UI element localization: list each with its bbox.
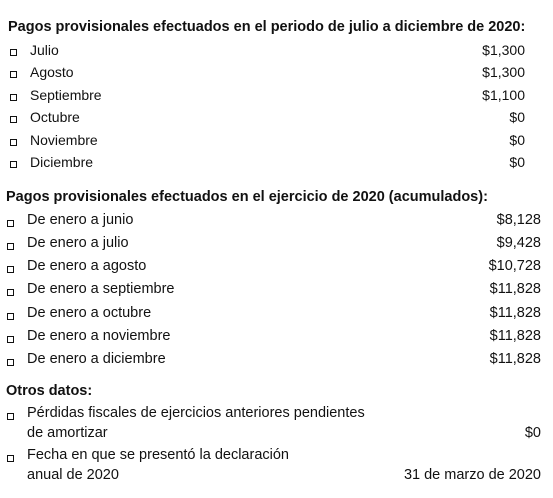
month-label: Noviembre (30, 132, 98, 148)
square-bullet-icon (10, 94, 17, 101)
square-bullet-icon (7, 313, 14, 320)
month-label: Julio (30, 42, 59, 58)
amount-value: $0 (524, 425, 541, 441)
list-item (0, 87, 553, 107)
square-bullet-icon (7, 455, 14, 462)
amount-value: $1,300 (482, 42, 525, 58)
list-item (0, 109, 553, 129)
square-bullet-icon (10, 161, 17, 168)
period-label: De enero a octubre (27, 305, 152, 321)
square-bullet-icon (7, 359, 14, 366)
list-item (0, 258, 553, 278)
list-item (0, 328, 553, 348)
period-label: De enero a junio (27, 212, 134, 228)
square-bullet-icon (7, 289, 14, 296)
square-bullet-icon (10, 116, 17, 123)
amount-value: $0 (509, 109, 525, 125)
month-label: Agosto (30, 64, 74, 80)
square-bullet-icon (7, 336, 14, 343)
amount-value: $8,128 (496, 212, 541, 228)
list-item (0, 132, 553, 152)
square-bullet-icon (7, 243, 14, 250)
period-label: De enero a diciembre (27, 351, 166, 367)
period-label: De enero a noviembre (27, 328, 171, 344)
amount-value: $11,828 (489, 328, 541, 344)
month-label: Octubre (30, 109, 80, 125)
list-item (0, 305, 553, 325)
section2-heading: Pagos provisionales efectuados en el ejercicio de 2020 (acumulados): (6, 189, 488, 205)
amount-value: $11,828 (489, 351, 541, 367)
square-bullet-icon (10, 49, 17, 56)
item-label-line1: Pérdidas fiscales de ejercicios anteriores pendientes (27, 405, 365, 421)
amount-value: $0 (509, 132, 525, 148)
amount-value: $1,300 (482, 64, 525, 80)
date-value: 31 de marzo de 2020 (403, 467, 541, 483)
list-item (0, 235, 553, 255)
list-item (0, 64, 553, 84)
section3-heading: Otros datos: (6, 383, 93, 399)
amount-value: $1,100 (482, 87, 525, 103)
amount-value: $10,728 (488, 258, 541, 274)
list-item (0, 447, 553, 487)
list-item (0, 42, 553, 62)
square-bullet-icon (7, 220, 14, 227)
list-item (0, 212, 553, 232)
item-label-line1: Fecha en que se presentó la declaración (27, 447, 289, 463)
section1-heading: Pagos provisionales efectuados en el periodo de julio a diciembre de 2020: (8, 19, 526, 35)
square-bullet-icon (10, 71, 17, 78)
period-label: De enero a septiembre (27, 281, 175, 297)
square-bullet-icon (10, 139, 17, 146)
amount-value: $11,828 (489, 305, 541, 321)
amount-value: $0 (509, 154, 525, 170)
amount-value: $11,828 (489, 281, 541, 297)
square-bullet-icon (7, 413, 14, 420)
month-label: Diciembre (30, 154, 94, 170)
square-bullet-icon (7, 266, 14, 273)
period-label: De enero a agosto (27, 258, 147, 274)
period-label: De enero a julio (27, 235, 129, 251)
list-item (0, 351, 553, 371)
item-label-line2: de amortizar (27, 425, 108, 441)
amount-value: $9,428 (496, 235, 541, 251)
list-item (0, 281, 553, 301)
item-label-line2: anual de 2020 (27, 467, 119, 483)
list-item (0, 405, 553, 445)
month-label: Septiembre (30, 87, 102, 103)
list-item (0, 154, 553, 174)
